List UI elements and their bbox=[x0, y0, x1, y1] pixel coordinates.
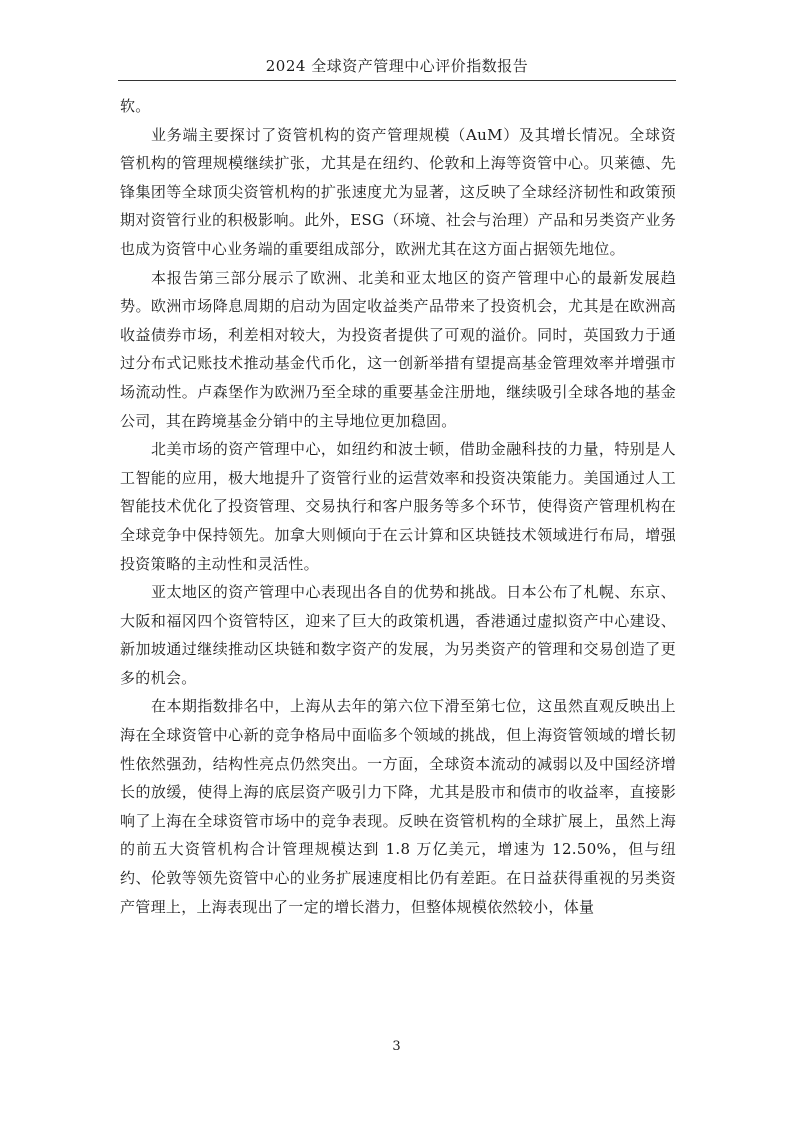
paragraph-regional-trends: 本报告第三部分展示了欧洲、北美和亚太地区的资产管理中心的最新发展趋势。欧洲市场降息周期的启动为固定收益类产品带来了投资机会，尤其是在欧洲高收益债券市场，利差相对较大，为投资者提供了可观的溢价。同时，英国致力于通过分布式记账技术推动基金代币化，这一创新举措有望提高基金管理效率并增强市场流动性。卢森堡作为欧洲乃至全球的重要基金注册地，继续吸引全球各地的基金公司，其在跨境基金分销中的主导地位更加稳固。 bbox=[120, 268, 676, 430]
page-header bbox=[118, 56, 676, 81]
paragraph-business-side: 业务端主要探讨了资管机构的资产管理规模（AuM）及其增长情况。全球资管机构的管理规模继续扩张，尤其是在纽约、伦敦和上海等资管中心。贝莱德、先锋集团等全球顶尖资管机构的扩张速度尤为显著，这反映了全球经济韧性和政策预期对资管行业的积极影响。此外，ESG（环境、社会与治理）产品和另类资产业务也成为资管中心业务端的重要组成部分，欧洲尤其在这方面占据领先地位。 bbox=[120, 125, 676, 258]
paragraph-north-america: 北美市场的资产管理中心，如纽约和波士顿，借助金融科技的力量，特别是人工智能的应用，极大地提升了资管行业的运营效率和投资决策能力。美国通过人工智能技术优化了投资管理、交易执行和客户服务等多个环节，使得资产管理机构在全球竞争中保持领先。加拿大则倾向于在云计算和区块链技术领域进行布局，增强投资策略的主动性和灵活性。 bbox=[120, 440, 676, 573]
report-body bbox=[120, 92, 676, 921]
paragraph-shanghai-ranking: 在本期指数排名中，上海从去年的第六位下滑至第七位，这虽然直观反映出上海在全球资管中心新的竞争格局中面临多个领域的挑战，但上海资管领域的增长韧性依然强劲，结构性亮点仍然突出。一方面，全球资本流动的减弱以及中国经济增长的放缓，使得上海的底层资产吸引力下降，尤其是股市和债市的收益率，直接影响了上海在全球资管市场中的竞争表现。反映在资管机构的全球扩展上，虽然上海的前五大资管机构合计管理规模达到 1.8 万亿美元，增速为 12.50%，但与纽约、伦敦等领先资管中心的业务扩展速度相比仍有差距。在日益获得重视的另类资产管理上，上海表现出了一定的增长潜力，但整体规模依然较小，体量 bbox=[120, 697, 676, 916]
page-number: 3 bbox=[392, 1039, 401, 1054]
paragraph-asia-pacific: 亚太地区的资产管理中心表现出各自的优势和挑战。日本公布了札幌、东京、大阪和福冈四个资管特区，迎来了巨大的政策机遇，香港通过虚拟资产中心建设、新加坡通过继续推动区块链和数字资产的发展，为另类资产的管理和交易创造了更多的机会。 bbox=[120, 583, 676, 687]
paragraph-continuation: 软。 bbox=[120, 97, 151, 115]
report-title: 2024 全球资产管理中心评价指数报告 bbox=[265, 57, 529, 75]
